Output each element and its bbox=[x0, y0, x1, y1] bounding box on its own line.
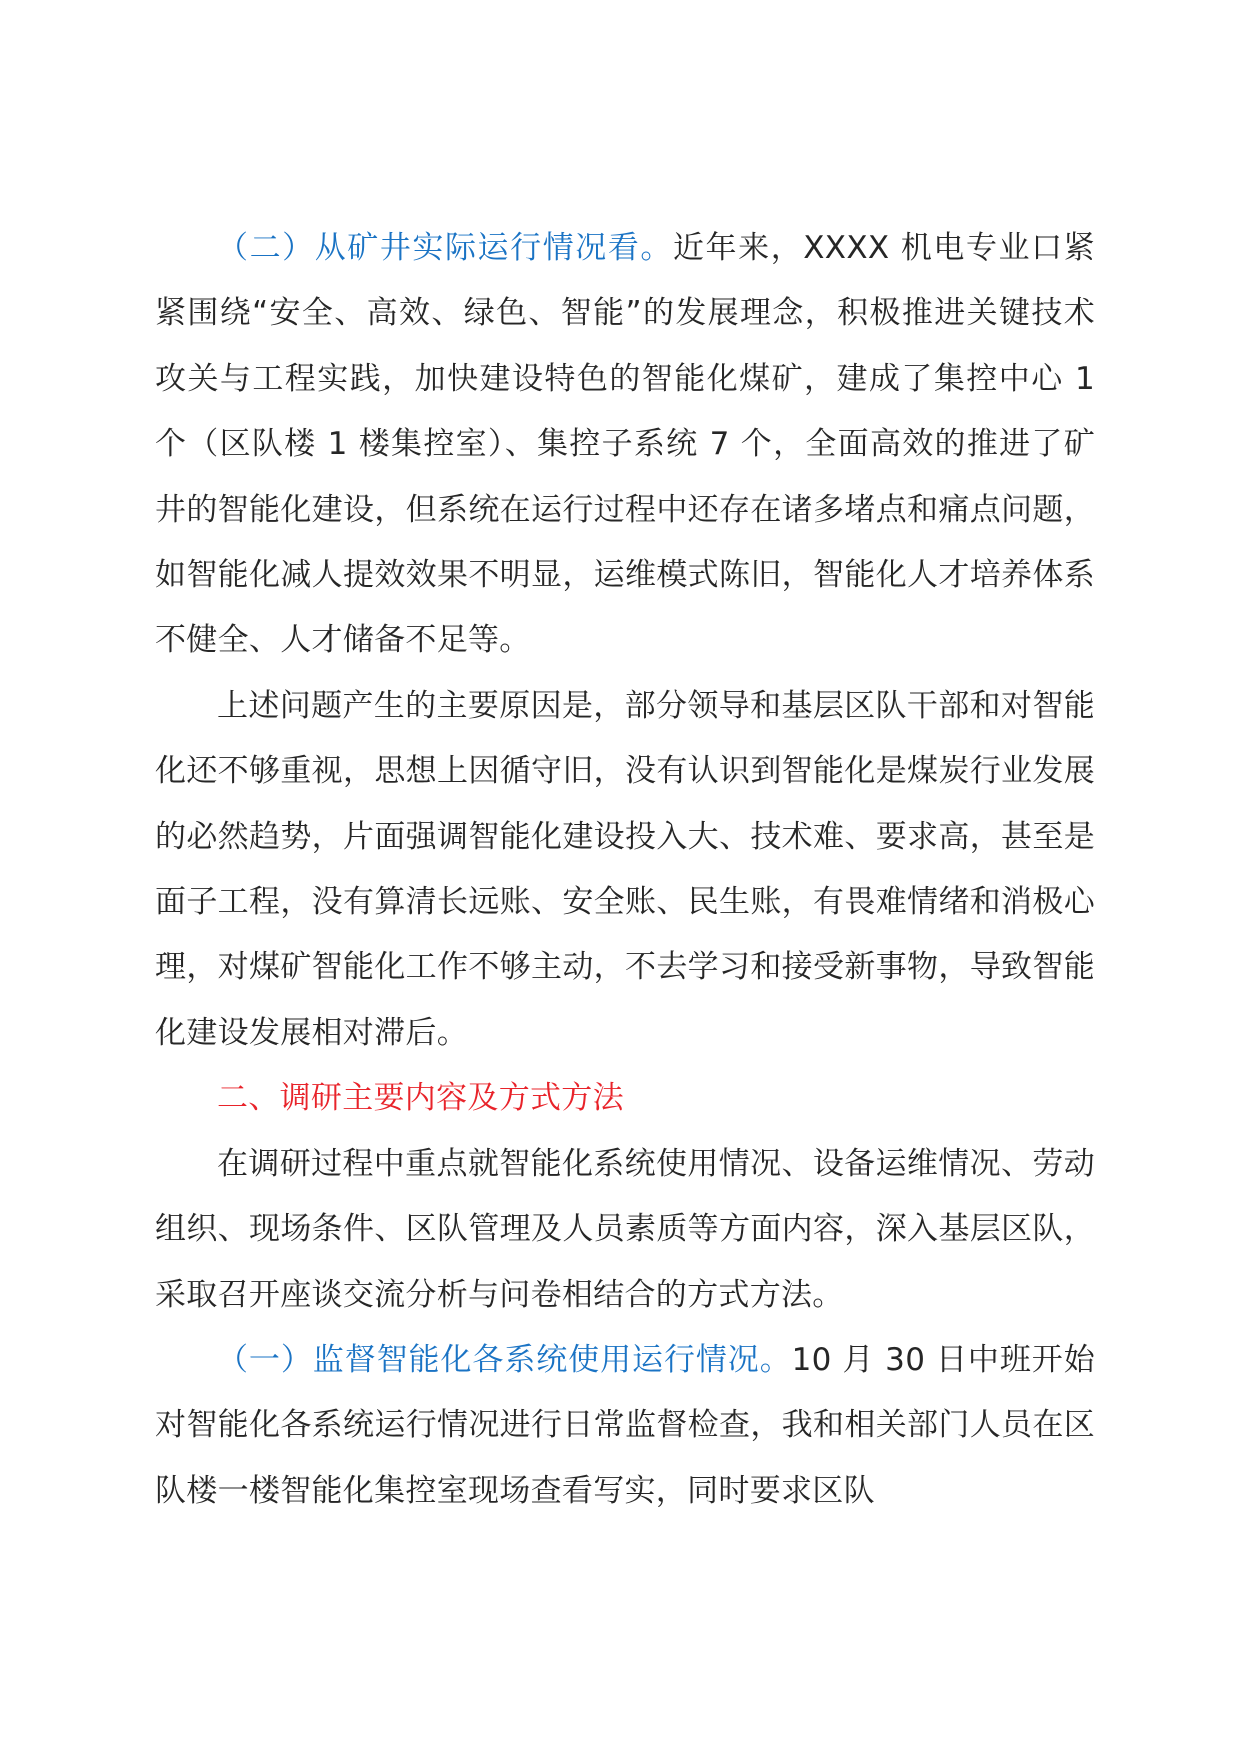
subheading-supervision: （一）监督智能化各系统使用运行情况。 bbox=[217, 1341, 792, 1378]
paragraph-research-method bbox=[155, 1132, 1095, 1328]
document-body bbox=[155, 216, 1095, 1524]
paragraph-research-method-text: 在调研过程中重点就智能化系统使用情况、设备运维情况、劳动组织、现场条件、区队管理及人员素质等方面内容，深入基层区队，采取召开座谈交流分析与问卷相结合的方式方法。 bbox=[155, 1145, 1095, 1313]
paragraph-supervision-text: 10 月 30 日中班开始对智能化各系统运行情况进行日常监督检查，我和相关部门人员在区队楼一楼智能化集控室现场查看写实，同时要求区队 bbox=[155, 1341, 1095, 1509]
paragraph-mine-operation bbox=[155, 216, 1095, 674]
paragraph-main-causes-text: 上述问题产生的主要原因是，部分领导和基层区队干部和对智能化还不够重视，思想上因循守旧，没有认识到智能化是煤炭行业发展的必然趋势，片面强调智能化建设投入大、技术难、要求高，甚至是面子工程，没有算清长远账、安全账、民生账，有畏难情绪和消极心理，对煤矿智能化工作不够主动，不去学习和接受新事物，导致智能化建设发展相对滞后。 bbox=[155, 687, 1095, 1051]
section-heading-research-content: 二、调研主要内容及方式方法 bbox=[217, 1080, 624, 1117]
subheading-mine-operation: （二）从矿井实际运行情况看。 bbox=[217, 230, 673, 266]
paragraph-supervision bbox=[155, 1328, 1095, 1524]
paragraph-main-causes bbox=[155, 674, 1095, 1066]
paragraph-mine-operation-text: 近年来，XXXX 机电专业口紧紧围绕“安全、高效、绿色、智能”的发展理念，积极推进关键技术攻关与工程实践，加快建设特色的智能化煤矿，建成了集控中心 1 个（区队楼 1 楼集控室）、集控子系统 7 个，全面高效的推进了矿井的智能化建设，但系统在运行过程中还存在诸多堵点和痛点问题，如智能化减人提效效果不明显，运维模式陈旧，智能化人才培养体系不健全、人才储备不足等。 bbox=[155, 230, 1095, 659]
